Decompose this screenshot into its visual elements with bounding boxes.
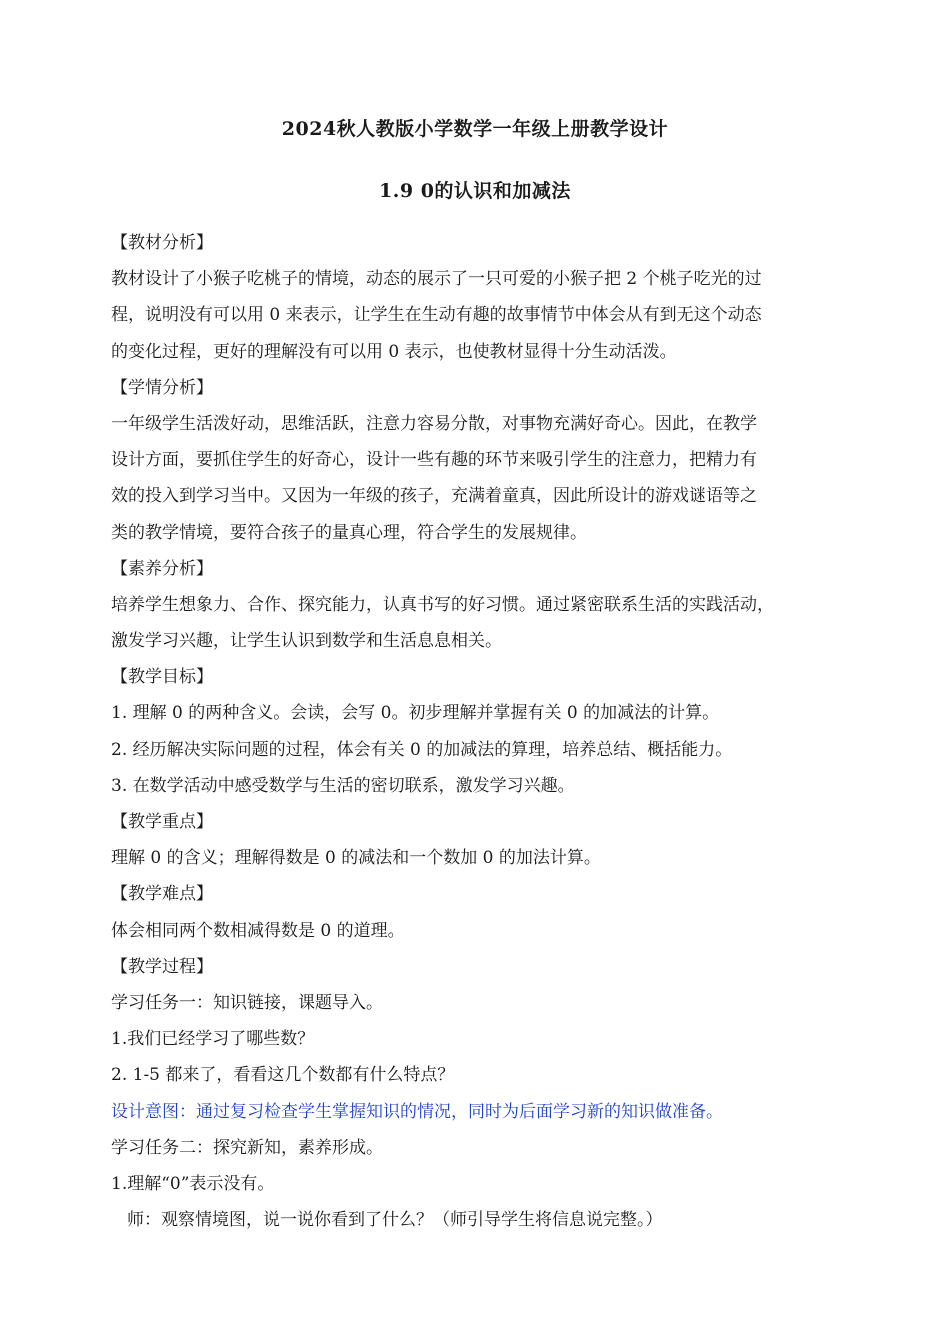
paragraph-line: 设计方面，要抓住学生的好奇心，设计一些有趣的环节来吸引学生的注意力，把精力有 bbox=[111, 450, 757, 471]
question-item: 2. 1-5 都来了，看看这几个数都有什么特点？ bbox=[111, 1065, 455, 1086]
paragraph-line: 类的教学情境，要符合孩子的量真心理，符合学生的发展规律。 bbox=[111, 522, 587, 543]
section-heading-teaching-process: 【教学过程】 bbox=[111, 956, 213, 977]
design-intent-note: 设计意图：通过复习检查学生掌握知识的情况，同时为后面学习新的知识做准备。 bbox=[111, 1101, 723, 1122]
document-title: 2024秋人教版小学数学一年级上册教学设计 bbox=[281, 118, 669, 140]
paragraph-line: 培养学生想象力、合作、探究能力，认真书写的好习惯。通过紧密联系生活的实践活动， bbox=[111, 594, 774, 615]
goal-item: 2. 经历解决实际问题的过程，体会有关 0 的加减法的算理，培养总结、概括能力。 bbox=[111, 739, 733, 760]
question-item: 1.我们已经学习了哪些数？ bbox=[111, 1029, 315, 1050]
section-heading-teaching-goals: 【教学目标】 bbox=[111, 667, 213, 688]
section-heading-literacy-analysis: 【素养分析】 bbox=[111, 558, 213, 579]
goal-item: 1. 理解 0 的两种含义。会读，会写 0。初步理解并掌握有关 0 的加减法的计算。 bbox=[111, 703, 720, 724]
lesson-title: 1.9 0的认识和加减法 bbox=[379, 180, 571, 202]
task-heading: 学习任务二：探究新知，素养形成。 bbox=[111, 1137, 383, 1158]
question-item: 1.理解“0”表示没有。 bbox=[111, 1173, 275, 1194]
section-heading-difficulties: 【教学难点】 bbox=[111, 884, 213, 905]
goal-item: 3. 在数学活动中感受数学与生活的密切联系，激发学习兴趣。 bbox=[111, 775, 575, 796]
paragraph-line: 体会相同两个数相减得数是 0 的道理。 bbox=[111, 920, 405, 941]
paragraph-line: 程，说明没有可以用 0 来表示，让学生在生动有趣的故事情节中体会从有到无这个动态 bbox=[111, 305, 762, 326]
paragraph-line: 激发学习兴趣，让学生认识到数学和生活息息相关。 bbox=[111, 631, 502, 652]
section-heading-textbook-analysis: 【教材分析】 bbox=[111, 233, 213, 253]
paragraph-line: 教材设计了小猴子吃桃子的情境，动态的展示了一只可爱的小猴子把 2 个桃子吃光的过 bbox=[111, 269, 762, 290]
paragraph-line: 的变化过程，更好的理解没有可以用 0 表示，也使教材显得十分生动活泼。 bbox=[111, 341, 677, 362]
paragraph-line: 一年级学生活泼好动，思维活跃，注意力容易分散，对事物充满好奇心。因此，在教学 bbox=[111, 413, 757, 434]
section-heading-key-points: 【教学重点】 bbox=[111, 812, 213, 832]
task-heading: 学习任务一：知识链接，课题导入。 bbox=[111, 992, 383, 1013]
paragraph-line: 效的投入到学习当中。又因为一年级的孩子，充满着童真，因此所设计的游戏谜语等之 bbox=[111, 486, 757, 507]
teacher-prompt: 师：观察情境图，说一说你看到了什么？（师引导学生将信息说完整。） bbox=[127, 1210, 663, 1231]
document-body bbox=[111, 225, 856, 1238]
paragraph-line: 理解 0 的含义；理解得数是 0 的减法和一个数加 0 的加法计算。 bbox=[111, 848, 601, 869]
section-heading-student-analysis: 【学情分析】 bbox=[111, 377, 213, 398]
